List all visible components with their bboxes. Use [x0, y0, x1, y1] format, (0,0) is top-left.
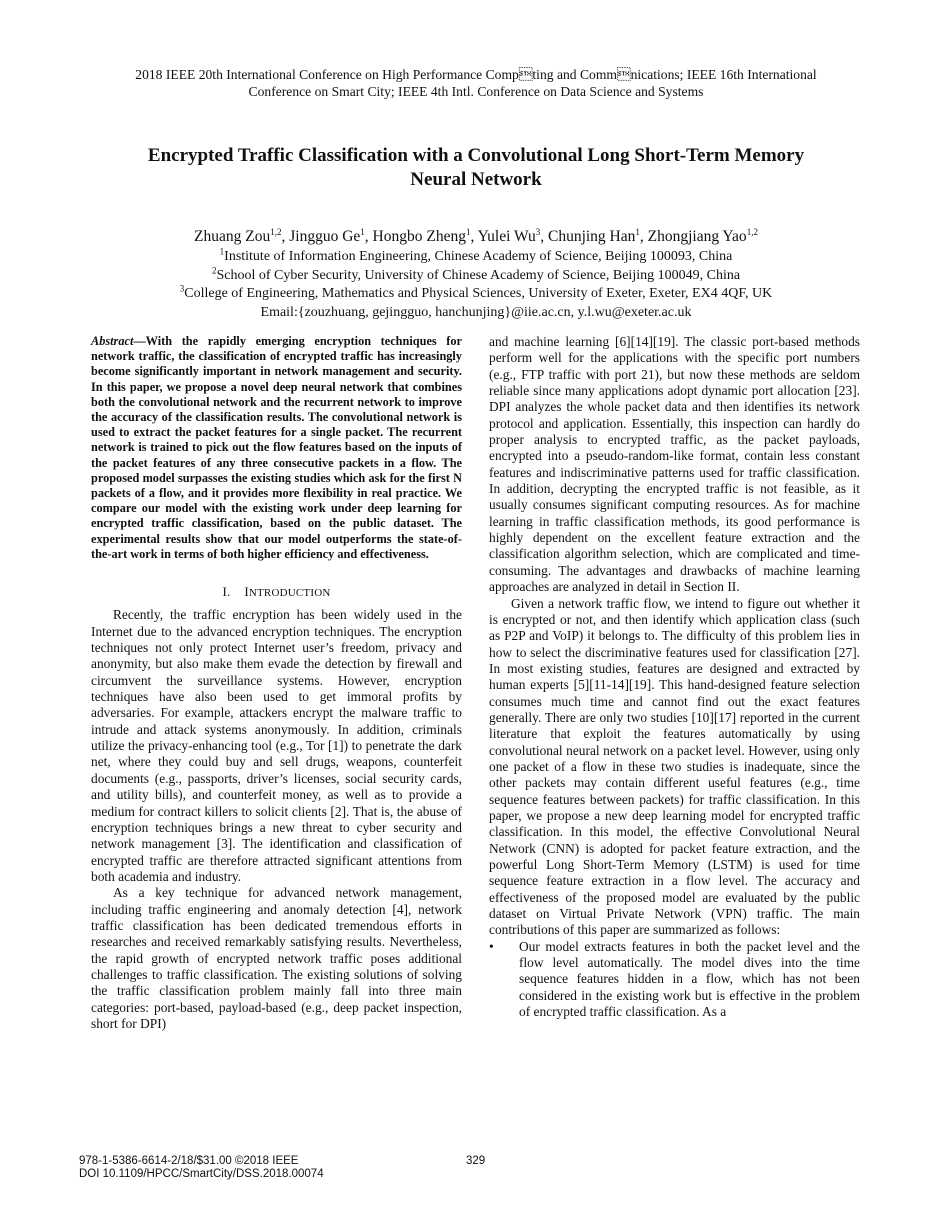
affiliation: $^2$School of Cyber Security, University of Chinese Academy of Science, Beijing 100049, China: [211, 264, 741, 283]
abstract: [91, 334, 462, 562]
page-number: 329: [466, 1155, 486, 1167]
section-heading: I. INTRODUCTION: [222, 584, 331, 600]
title-line-1: Encrypted Traffic Classification with a Convolutional Long Short-Term Memory: [147, 145, 805, 166]
author: Zhongjiang Yao$^{1,2}$: [647, 226, 758, 245]
footer: [79, 1155, 324, 1181]
paragraph: Given a network traffic flow, we intend to figure out whether it is encrypted or not, and then identify which application class (such as P2P and VoIP) it belongs to. The difficulty of this problem lies in how to select the discriminative features used for classification [27]. In most existing studies, features are designed and extracted by human experts [5][11-14][19]. This hand-designed feature selection consumes much time and cannot find out the exact features generally. There are only two studies [10][17] reported in the current literature that exploit the features automatically by using convolutional neural network on a packet level. However, using only one packet of a flow in these two studies is inadequate, since the other packets may contain different useful features (e.g., time sequence features between packets) for traffic classification. In this paper, we propose a new deep learning model for encrypted traffic classification. In this model, the effective Convolutional Neural Network (CNN) is adopted for packet feature extraction, and the powerful Long Short-Term Memory (LSTM) is used for time sequence feature extraction in a flow level. The accuracy and effectiveness of the proposed model are evaluated by the public dataset on Virtual Private Network (VPN) traffic. The main contributions of this paper are summarized as follows:: [489, 595, 860, 938]
email-line: Email:{zouzhuang, gejingguo, hanchunjing}@iie.ac.cn, y.l.wu@exeter.ac.uk: [260, 304, 692, 320]
contribution-list: [489, 939, 860, 1021]
conference-line-2: Conference on Smart City; IEEE 4th Intl. Conference on Data Science and Systems: [248, 84, 704, 99]
author: Zhuang Zou$^{1,2}$: [194, 226, 282, 245]
conference-line-1: 2018 IEEE 20th International Conference on High Performance Compting and Commnications; IEEE 16th International: [135, 67, 817, 82]
abstract-label: Abstract: [91, 334, 134, 348]
paper-title: [70, 144, 882, 192]
author-list: Zhuang Zou$^{1,2}$, Jingguo Ge$^1$, Hongbo Zheng$^1$, Yulei Wu$^3$, Chunjing Han$^1$, Zhongjiang Yao$^{1,2}$: [194, 226, 758, 245]
isbn-line: 978-1-5386-6614-2/18/$31.00 ©2018 IEEE: [79, 1155, 299, 1167]
author: Chunjing Han$^1$: [547, 226, 640, 245]
doi-line: DOI 10.1109/HPCC/SmartCity/DSS.2018.00074: [79, 1168, 324, 1180]
left-column: [91, 334, 462, 1032]
paragraph: and machine learning [6][14][19]. The classic port-based methods perform well for the applications with the specific port numbers (e.g., FTP traffic with port 21), but now these methods are seldom reliable since many applications adopt dynamic port allocation [23]. DPI analyzes the whole packet data and then identifies its network protocol and application. Essentially, this inspection can hardly do proper analysis to encrypted traffic, as the packet payloads, encrypted into a pseudo-random-like format, contain less constant features and indiscriminative patterns used for traffic classification. In addition, decrypting the encrypted traffic is not feasible, as it usually consumes significant computing resources. As for machine learning in traffic classification methods, its good performance is highly dependent on the excellent feature extraction and the classification algorithm selection, which are complicated and time-consuming. The advantages and drawbacks of machine learning approaches are analyzed in detail in Section II.: [489, 334, 860, 595]
list-item: • Our model extracts features in both the packet level and the flow level automatically. The model dives into the time sequence features hidden in a flow, which has not been considered in the existing work but is effective in the problem of encrypted traffic classification. As a: [489, 938, 860, 1020]
right-column: [489, 334, 860, 1020]
bullet-icon: •: [489, 938, 494, 954]
author: Jingguo Ge$^1$: [289, 226, 365, 245]
affiliations: [60, 248, 892, 322]
author: Hongbo Zheng$^1$: [372, 226, 471, 245]
paragraph: Recently, the traffic encryption has been widely used in the Internet due to the advanced encryption techniques. The encryption techniques not only protect Internet user’s freedom, privacy and anonymity, but also make them evade the detection by firewall and circumvent the surveillance systems. However, encryption techniques have also been used to get immoral profits by adversaries. For example, attackers encrypt the malware traffic to intrude and attack systems anonymously. In addition, criminals utilize the privacy-enhancing tool (e.g., Tor [1]) to penetrate the dark net, where they could buy and sell drugs, weapons, counterfeit documents (e.g., passports, driver’s licenses, social security cards, and utility bills), and counterfeit money, as well as to provide a medium for contract killers to solicit clients [2]. That is, the abuse of encryption techniques brings a new threat to cyber security and network management [3]. The identification and classification of encrypted traffic are therefore attracted significant attentions from both academia and industry.: [91, 607, 462, 884]
title-line-2: Neural Network: [410, 169, 542, 190]
affiliation: $^3$College of Engineering, Mathematics and Physical Sciences, University of Exeter, Exeter, EX4 4QF, UK: [179, 283, 773, 301]
abstract-text: —With the rapidly emerging encryption techniques for network traffic, the classification of encrypted traffic has increasingly become significantly important in network management and security. In this paper, we propose a novel deep neural network that combines both the convolutional network and the recurrent network to improve the accuracy of the classification results. The convolutional network is used to extract the packet features for a single packet. The recurrent network is trained to pick out the flow features based on the inputs of the packet features of any three consecutive packets in a flow. The proposed model surpasses the existing studies which ask for the first N packets of a flow, and it provides more flexibility in real practice. We compare our model with the existing work under deep learning for encrypted traffic classification, based on the public dataset. The experimental results show that our model outperforms the state-of-the-art work in terms of both higher efficiency and effectiveness.: [91, 334, 462, 561]
author: Yulei Wu$^3$: [477, 226, 541, 245]
affiliation: $^1$Institute of Information Engineering, Chinese Academy of Science, Beijing 100093, China: [219, 246, 733, 264]
conference-header: [60, 66, 892, 100]
paragraph: As a key technique for advanced network management, including traffic engineering and anomaly detection [4], network traffic classification has been dedicated tremendous efforts in researches and received remarkably satisfying results. Nevertheless, the rapid growth of encrypted network traffic poses additional challenges to traffic classification. The existing solutions of solving the traffic classification problem mainly fall into three main categories: port-based, payload-based (e.g., deep packet inspection, short for DPI): [91, 885, 462, 1031]
